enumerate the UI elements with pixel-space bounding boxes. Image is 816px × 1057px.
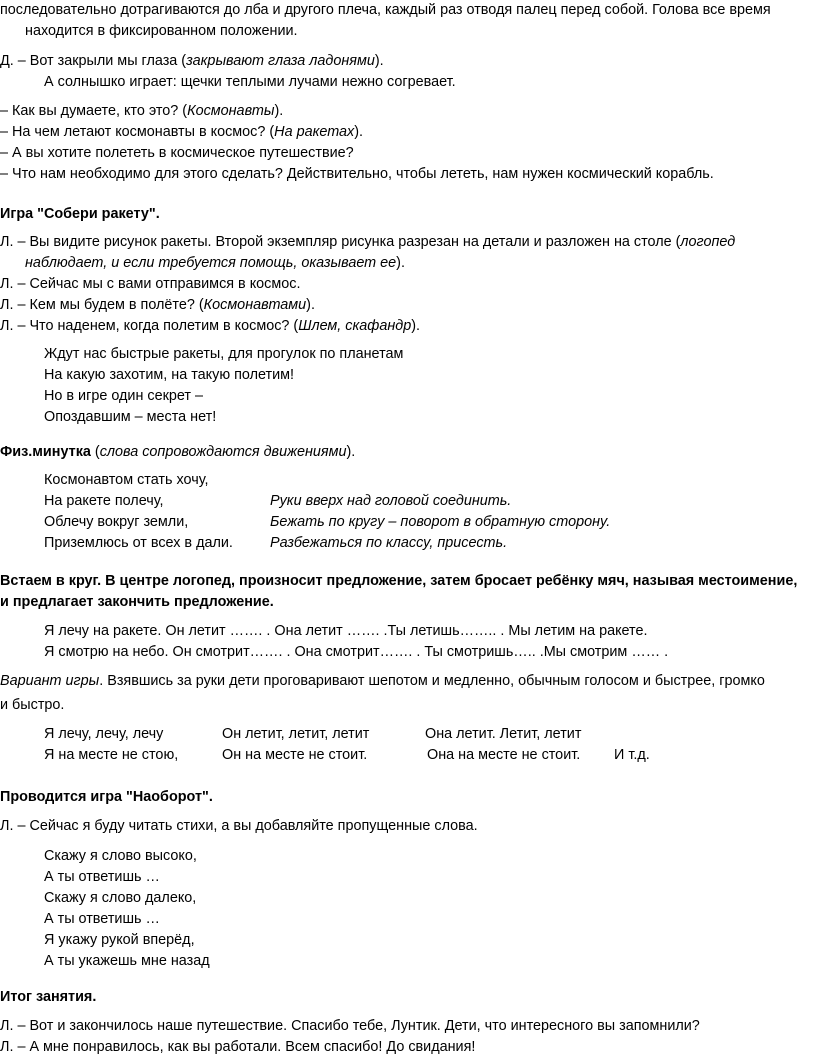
text: ).	[306, 297, 315, 313]
paragraph-line	[0, 671, 765, 691]
answer: Космонавты	[187, 103, 275, 119]
fiz-row-text: На ракете полечу,	[44, 493, 164, 509]
paragraph-line: и быстро.	[0, 697, 65, 713]
chant-cell: Он летит, летит, летит	[222, 726, 370, 742]
fiz-row-action: Бежать по кругу – поворот в обратную сторону.	[270, 514, 611, 530]
dialogue-line	[0, 295, 315, 315]
section-heading: Проводится игра "Наоборот".	[0, 789, 213, 805]
poem-line: Я укажу рукой вперёд,	[44, 932, 195, 948]
dialogue-line	[0, 316, 420, 336]
text: – Как вы думаете, кто это? (	[0, 103, 188, 119]
remark: логопед	[680, 234, 736, 250]
poem-line: Ждут нас быстрые ракеты, для прогулок по планетам	[44, 346, 404, 362]
paragraph-line: последовательно дотрагиваются до лба и другого плеча, каждый раз отводя палец перед собой. Голова все время	[0, 2, 771, 18]
chant-cell: Она летит. Летит, летит	[425, 726, 582, 742]
section-heading	[0, 442, 355, 462]
answer: Шлем, скафандр	[298, 318, 412, 334]
text: . Взявшись за руки дети проговаривают шепотом и медленно, обычным голосом и быстрее, громко	[99, 673, 765, 689]
fiz-row-action: Разбежаться по классу, присесть.	[270, 535, 508, 551]
heading-bold: Физ.минутка	[0, 444, 91, 460]
section-heading: Игра "Собери ракету".	[0, 206, 160, 222]
remark: слова сопровождаются движениями	[99, 444, 347, 460]
question-line: – Что нам необходимо для этого сделать? Действительно, чтобы лететь, нам нужен космический корабль.	[0, 166, 714, 182]
section-heading: Встаем в круг. В центре логопед, произносит предложение, затем бросает ребёнку мяч, называя местоимение,	[0, 573, 798, 589]
dialogue-line: Л. – Сейчас мы с вами отправимся в космос.	[0, 276, 301, 292]
remark: Вариант игры	[0, 673, 100, 689]
dialogue-line: А солнышко играет: щечки теплыми лучами нежно согревает.	[44, 74, 456, 90]
chant-cell: Я лечу, лечу, лечу	[44, 726, 164, 742]
chant-cell: Я на месте не стою,	[44, 747, 179, 763]
fiz-row-action: Руки вверх над головой соединить.	[270, 493, 512, 509]
section-heading: и предлагает закончить предложение.	[0, 594, 274, 610]
exercise-line: Я смотрю на небо. Он смотрит……. . Она смотрит……. . Ты смотришь….. .Мы смотрим …… .	[44, 644, 669, 660]
question-line	[0, 122, 363, 142]
text: ).	[274, 103, 284, 119]
text: ).	[411, 318, 420, 334]
chant-cell: И т.д.	[614, 747, 650, 763]
poem-line: Скажу я слово высоко,	[44, 848, 197, 864]
text: Л. – Кем мы будем в полёте? (	[0, 297, 204, 313]
exercise-line: Я лечу на ракете. Он летит ……. . Она летит ……. .Ты летишь…….. . Мы летим на ракете.	[44, 623, 648, 639]
dialogue-line: Л. – Вот и закончилось наше путешествие. Спасибо тебе, Лунтик. Дети, что интересного вы запомнили?	[0, 1018, 700, 1034]
text: Л. – Вы видите рисунок ракеты. Второй экземпляр рисунка разрезан на детали и разложен на столе (	[0, 234, 681, 250]
fiz-row-text: Облечу вокруг земли,	[44, 514, 189, 530]
poem-line: А ты укажешь мне назад	[44, 953, 210, 969]
paragraph-line: находится в фиксированном положении.	[25, 23, 298, 39]
fiz-row-text: Космонавтом стать хочу,	[44, 472, 209, 488]
answer: На ракетах	[274, 124, 355, 140]
poem-line: А ты ответишь …	[44, 869, 160, 885]
text: ).	[396, 255, 405, 271]
text: (	[90, 444, 100, 460]
dialogue-line: Л. – А мне понравилось, как вы работали. Всем спасибо! До свидания!	[0, 1039, 476, 1055]
poem-line: На какую захотим, на такую полетим!	[44, 367, 295, 383]
paragraph-line	[25, 253, 405, 273]
poem-line: Опоздавшим – места нет!	[44, 409, 217, 425]
text: Л. – Что наденем, когда полетим в космос? (	[0, 318, 299, 334]
question-line	[0, 101, 283, 121]
answer: Космонавтами	[203, 297, 307, 313]
text: Д. – Вот закрыли мы глаза (	[0, 53, 187, 69]
chant-cell: Он на месте не стоит.	[222, 747, 368, 763]
poem-line: Скажу я слово далеко,	[44, 890, 197, 906]
text: ).	[354, 124, 364, 140]
text: ).	[374, 53, 384, 69]
fiz-row-text: Приземлюсь от всех в дали.	[44, 535, 233, 551]
remark: закрывают глаза ладонями	[186, 53, 375, 69]
dialogue-line: Л. – Сейчас я буду читать стихи, а вы добавляйте пропущенные слова.	[0, 818, 478, 834]
paragraph-line	[0, 232, 735, 252]
dialogue-line	[0, 51, 384, 71]
question-line: – А вы хотите полететь в космическое путешествие?	[0, 145, 354, 161]
section-heading: Итог занятия.	[0, 989, 97, 1005]
chant-cell: Она на месте не стоит.	[427, 747, 581, 763]
text: – На чем летают космонавты в космос? (	[0, 124, 275, 140]
poem-line: Но в игре один секрет –	[44, 388, 204, 404]
text: ).	[346, 444, 356, 460]
poem-line: А ты ответишь …	[44, 911, 160, 927]
remark: наблюдает, и если требуется помощь, оказывает ее	[25, 255, 397, 271]
